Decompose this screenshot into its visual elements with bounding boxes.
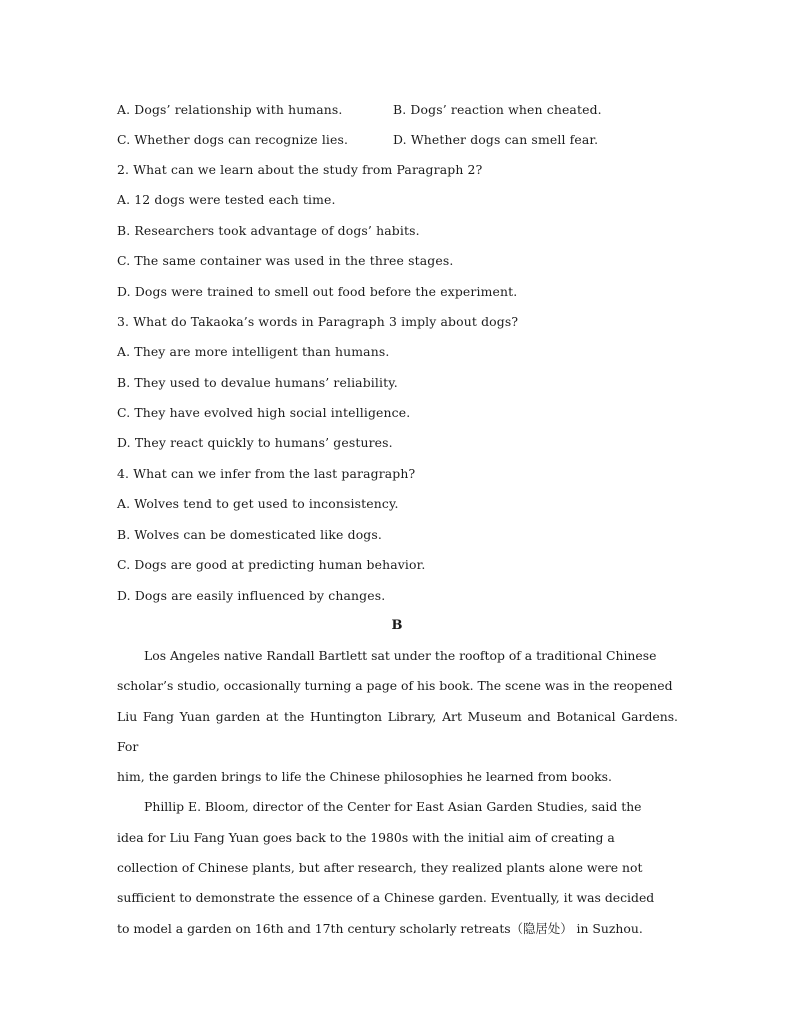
paragraph-1-line-4: him, the garden brings to life the Chinese philosophies he learned from books. bbox=[117, 769, 612, 785]
q3-option-c: C. They have evolved high social intelligence. bbox=[117, 405, 411, 420]
q4-option-b: B. Wolves can be domesticated like dogs. bbox=[117, 527, 382, 542]
paragraph-2 bbox=[117, 792, 678, 822]
paragraph-2-line-2: idea for Liu Fang Yuan goes back to the 1980s with the initial aim of creating a bbox=[117, 829, 615, 845]
q1-option-c: C. Whether dogs can recognize lies. bbox=[117, 132, 349, 147]
paragraph-2-line-4: sufficient to demonstrate the essence of a Chinese garden. Eventually, it was decided bbox=[117, 890, 655, 906]
q2-option-d: D. Dogs were trained to smell out food before the experiment. bbox=[117, 284, 518, 299]
q4-option-d: D. Dogs are easily influenced by changes. bbox=[117, 588, 386, 603]
q1-options-row-2 bbox=[117, 132, 599, 148]
section-b-passage bbox=[117, 641, 678, 944]
paragraph-2-line-1: Phillip E. Bloom, director of the Center for East Asian Garden Studies, said the bbox=[144, 799, 642, 815]
paragraph-1 bbox=[117, 641, 678, 671]
q3-option-d: D. They react quickly to humans’ gestures. bbox=[117, 435, 393, 450]
q1-option-d: D. Whether dogs can smell fear. bbox=[393, 132, 599, 147]
paragraph-2-continuation bbox=[117, 823, 678, 944]
q4-question: 4. What can we infer from the last paragraph? bbox=[117, 466, 416, 481]
paragraph-1-line-1: Los Angeles native Randall Bartlett sat under the rooftop of a traditional Chinese bbox=[144, 648, 657, 663]
paragraph-1-line-3: Liu Fang Yuan garden at the Huntington Library, Art Museum and Botanical Gardens. For bbox=[117, 708, 678, 754]
q1-option-b: B. Dogs’ reaction when cheated. bbox=[393, 102, 602, 117]
q3-option-a: A. They are more intelligent than humans. bbox=[117, 344, 390, 359]
q3-option-b: B. They used to devalue humans’ reliability. bbox=[117, 375, 398, 390]
paragraph-1-line-2: scholar’s studio, occasionally turning a page of his book. The scene was in the reopened bbox=[117, 678, 673, 694]
q2-option-b: B. Researchers took advantage of dogs’ habits. bbox=[117, 223, 420, 238]
q4-option-a: A. Wolves tend to get used to inconsistency. bbox=[117, 496, 399, 511]
paragraph-2-line-3: collection of Chinese plants, but after research, they realized plants alone were not bbox=[117, 860, 643, 876]
q4-option-c: C. Dogs are good at predicting human behavior. bbox=[117, 557, 426, 572]
q1-options-row-1 bbox=[117, 102, 602, 118]
q2-option-a: A. 12 dogs were tested each time. bbox=[117, 192, 336, 207]
paragraph-1-continuation bbox=[117, 671, 678, 792]
q2-question: 2. What can we learn about the study from Paragraph 2? bbox=[117, 162, 483, 177]
paragraph-2-line-5: to model a garden on 16th and 17th century scholarly retreats（隐居处） in Suzhou. bbox=[117, 920, 643, 936]
q3-question: 3. What do Takaoka’s words in Paragraph 3 imply about dogs? bbox=[117, 314, 519, 329]
q1-option-a: A. Dogs’ relationship with humans. bbox=[117, 102, 343, 117]
section-b-heading: B bbox=[391, 618, 403, 633]
q2-option-c: C. The same container was used in the three stages. bbox=[117, 253, 454, 268]
